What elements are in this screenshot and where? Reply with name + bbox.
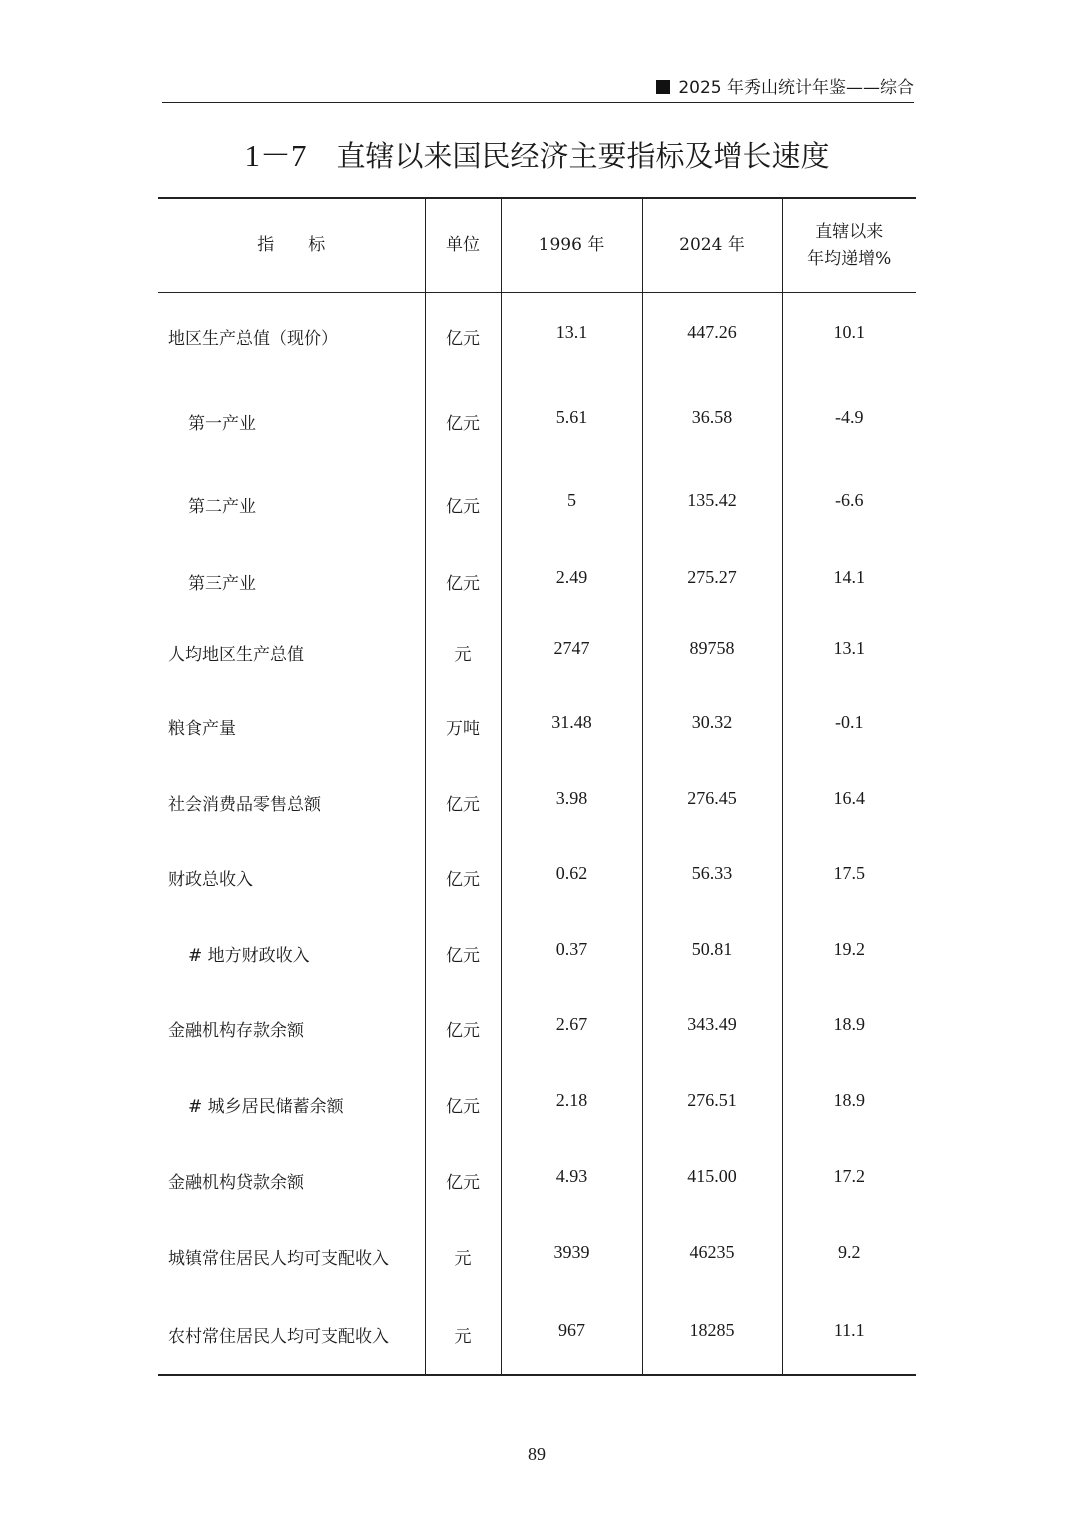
indicator-cell-text: # 城乡居民储蓄余额 [188,1097,344,1117]
growth-rate-cell-text: 14.1 [833,566,865,587]
growth-rate-cell [782,840,916,916]
value-1996-cell-text: 0.62 [555,863,588,883]
unit-cell [425,617,501,689]
value-2024-cell [642,617,782,689]
value-1996-cell [501,1219,642,1295]
unit-cell-text: 万吨 [446,719,480,739]
value-1996-cell-text: 3.98 [555,787,588,808]
growth-rate-cell [782,1219,916,1295]
header-unit: 单位 [425,198,501,293]
growth-rate-cell-text: 17.2 [833,1166,865,1186]
table-body [158,293,916,1375]
table-row [158,840,916,916]
growth-rate-cell [782,293,916,380]
growth-rate-cell [782,765,916,840]
value-2024-cell-text: 36.58 [691,406,733,427]
indicator-cell-text: 第二产业 [188,496,256,517]
indicator-cell [158,1295,425,1375]
value-1996-cell-text: 5 [567,489,576,510]
value-2024-cell-text: 56.33 [691,863,733,883]
header-year-1996: 1996 年 [501,198,642,293]
growth-rate-cell-text: 9.2 [838,1242,861,1262]
indicator-cell [158,765,425,840]
indicator-cell [158,463,425,546]
unit-cell [425,463,501,546]
unit-cell-text: 亿元 [446,1021,480,1041]
table-number: 1－7 [244,138,307,173]
value-1996-cell [501,380,642,463]
unit-cell [425,916,501,991]
growth-rate-cell-text: 10.1 [833,321,865,342]
value-1996-cell [501,293,642,380]
value-1996-cell [501,546,642,617]
value-2024-cell [642,1143,782,1219]
indicator-cell-text: 地区生产总值（现价） [168,328,338,349]
indicator-cell-text: 金融机构贷款余额 [168,1173,304,1193]
growth-rate-cell-text: 11.1 [833,1319,865,1340]
value-1996-cell [501,617,642,689]
running-header [162,76,914,103]
value-1996-cell-text: 3939 [553,1242,590,1262]
growth-rate-cell [782,1143,916,1219]
indicator-cell [158,916,425,991]
table-row [158,765,916,840]
value-2024-cell-text: 89758 [689,638,735,658]
unit-cell [425,293,501,380]
indicator-cell [158,380,425,463]
growth-rate-cell-text: -0.1 [835,712,864,732]
value-1996-cell [501,840,642,916]
unit-cell-text: 亿元 [446,794,480,815]
indicator-cell [158,840,425,916]
value-1996-cell-text: 13.1 [555,321,588,342]
value-1996-cell [501,1143,642,1219]
header-avg-growth [782,198,916,293]
value-2024-cell [642,1219,782,1295]
running-header-text: 2025 年秀山统计年鉴——综合 [678,78,914,98]
value-1996-cell [501,916,642,991]
indicator-cell-text: # 地方财政收入 [188,945,310,966]
value-2024-cell-text: 50.81 [691,938,733,959]
value-2024-cell [642,463,782,546]
growth-rate-cell [782,380,916,463]
value-2024-cell [642,840,782,916]
value-2024-cell-text: 275.27 [687,566,737,587]
value-2024-cell-text: 343.49 [687,1014,737,1034]
value-1996-cell-text: 2.67 [555,1014,588,1034]
value-1996-cell [501,765,642,840]
value-1996-cell-text: 4.93 [555,1166,588,1186]
value-1996-cell [501,689,642,765]
unit-cell-text: 亿元 [446,870,480,890]
growth-rate-cell [782,689,916,765]
value-2024-cell-text: 415.00 [687,1166,737,1186]
indicator-cell-text: 城镇常住居民人均可支配收入 [168,1249,389,1269]
growth-rate-cell-text: -4.9 [835,406,864,427]
value-2024-cell-text: 46235 [689,1242,735,1262]
value-1996-cell [501,1067,642,1143]
indicator-cell [158,689,425,765]
growth-rate-cell [782,991,916,1067]
unit-cell-text: 亿元 [446,496,480,517]
table-row [158,380,916,463]
indicators-table [158,197,916,1376]
unit-cell-text: 亿元 [446,945,480,966]
indicator-cell-text: 金融机构存款余额 [168,1021,304,1041]
value-2024-cell-text: 447.26 [687,321,737,342]
growth-rate-cell [782,1295,916,1375]
page-title [0,134,1074,178]
value-2024-cell-text: 18285 [689,1319,735,1340]
table-row [158,546,916,617]
value-1996-cell-text: 967 [558,1319,585,1340]
indicator-cell [158,1219,425,1295]
value-2024-cell [642,1067,782,1143]
indicator-cell [158,546,425,617]
value-2024-cell-text: 276.51 [687,1090,737,1110]
table-row [158,1295,916,1375]
value-2024-cell [642,991,782,1067]
value-2024-cell-text: 135.42 [687,489,737,510]
value-1996-cell-text: 2.18 [555,1090,588,1110]
header-year-2024: 2024 年 [642,198,782,293]
indicator-cell-text: 社会消费品零售总额 [168,794,321,815]
indicator-cell [158,1067,425,1143]
indicator-cell [158,1143,425,1219]
unit-cell [425,840,501,916]
square-bullet-icon [656,80,670,94]
indicator-cell [158,617,425,689]
growth-rate-cell [782,1067,916,1143]
unit-cell-text: 亿元 [446,328,480,349]
unit-cell-text: 亿元 [446,573,480,594]
growth-rate-cell [782,617,916,689]
unit-cell [425,1067,501,1143]
table-row [158,463,916,546]
header-indicator: 指 标 [158,198,425,293]
header-avg-growth-line1: 直辖以来 [815,221,884,242]
unit-cell-text: 亿元 [446,413,480,434]
growth-rate-cell-text: 13.1 [833,638,865,658]
value-1996-cell [501,1295,642,1375]
value-2024-cell-text: 276.45 [687,787,737,808]
unit-cell [425,1295,501,1375]
value-1996-cell [501,463,642,546]
value-2024-cell [642,1295,782,1375]
growth-rate-cell [782,546,916,617]
unit-cell-text: 元 [454,645,472,665]
indicator-cell-text: 粮食产量 [168,719,236,739]
table-row [158,1219,916,1295]
value-2024-cell [642,689,782,765]
growth-rate-cell-text: -6.6 [835,489,864,510]
unit-cell-text: 元 [454,1249,472,1269]
unit-cell [425,1143,501,1219]
value-1996-cell-text: 0.37 [555,938,588,959]
table-header-row [158,198,916,293]
page-number: 89 [528,1444,546,1464]
unit-cell-text: 亿元 [446,1097,480,1117]
indicator-cell-text: 人均地区生产总值 [168,645,304,665]
unit-cell [425,765,501,840]
growth-rate-cell-text: 17.5 [833,863,865,883]
indicator-cell-text: 第一产业 [188,413,256,434]
growth-rate-cell-text: 18.9 [833,1014,865,1034]
unit-cell-text: 元 [454,1326,472,1347]
value-2024-cell [642,293,782,380]
table-row [158,689,916,765]
growth-rate-cell-text: 16.4 [833,787,865,808]
growth-rate-cell [782,916,916,991]
unit-cell [425,991,501,1067]
indicator-cell [158,293,425,380]
table-row [158,293,916,380]
value-2024-cell [642,380,782,463]
indicator-cell-text: 财政总收入 [168,870,253,890]
table-row [158,1067,916,1143]
growth-rate-cell-text: 19.2 [833,938,865,959]
table-row [158,991,916,1067]
indicator-cell-text: 第三产业 [188,573,256,594]
table-row [158,617,916,689]
value-1996-cell-text: 2747 [553,638,590,658]
indicator-cell [158,991,425,1067]
unit-cell [425,1219,501,1295]
value-1996-cell-text: 2.49 [555,566,588,587]
table-row [158,916,916,991]
table-title: 直辖以来国民经济主要指标及增长速度 [336,139,830,173]
unit-cell [425,380,501,463]
growth-rate-cell-text: 18.9 [833,1090,865,1110]
growth-rate-cell [782,463,916,546]
value-2024-cell [642,765,782,840]
indicator-cell-text: 农村常住居民人均可支配收入 [168,1326,389,1347]
unit-cell [425,689,501,765]
unit-cell-text: 亿元 [446,1173,480,1193]
unit-cell [425,546,501,617]
table-row [158,1143,916,1219]
value-1996-cell-text: 31.48 [551,712,592,732]
header-avg-growth-line2: 年均递增% [807,248,892,269]
value-1996-cell-text: 5.61 [555,406,588,427]
value-2024-cell-text: 30.32 [691,712,733,732]
value-2024-cell [642,546,782,617]
value-2024-cell [642,916,782,991]
value-1996-cell [501,991,642,1067]
